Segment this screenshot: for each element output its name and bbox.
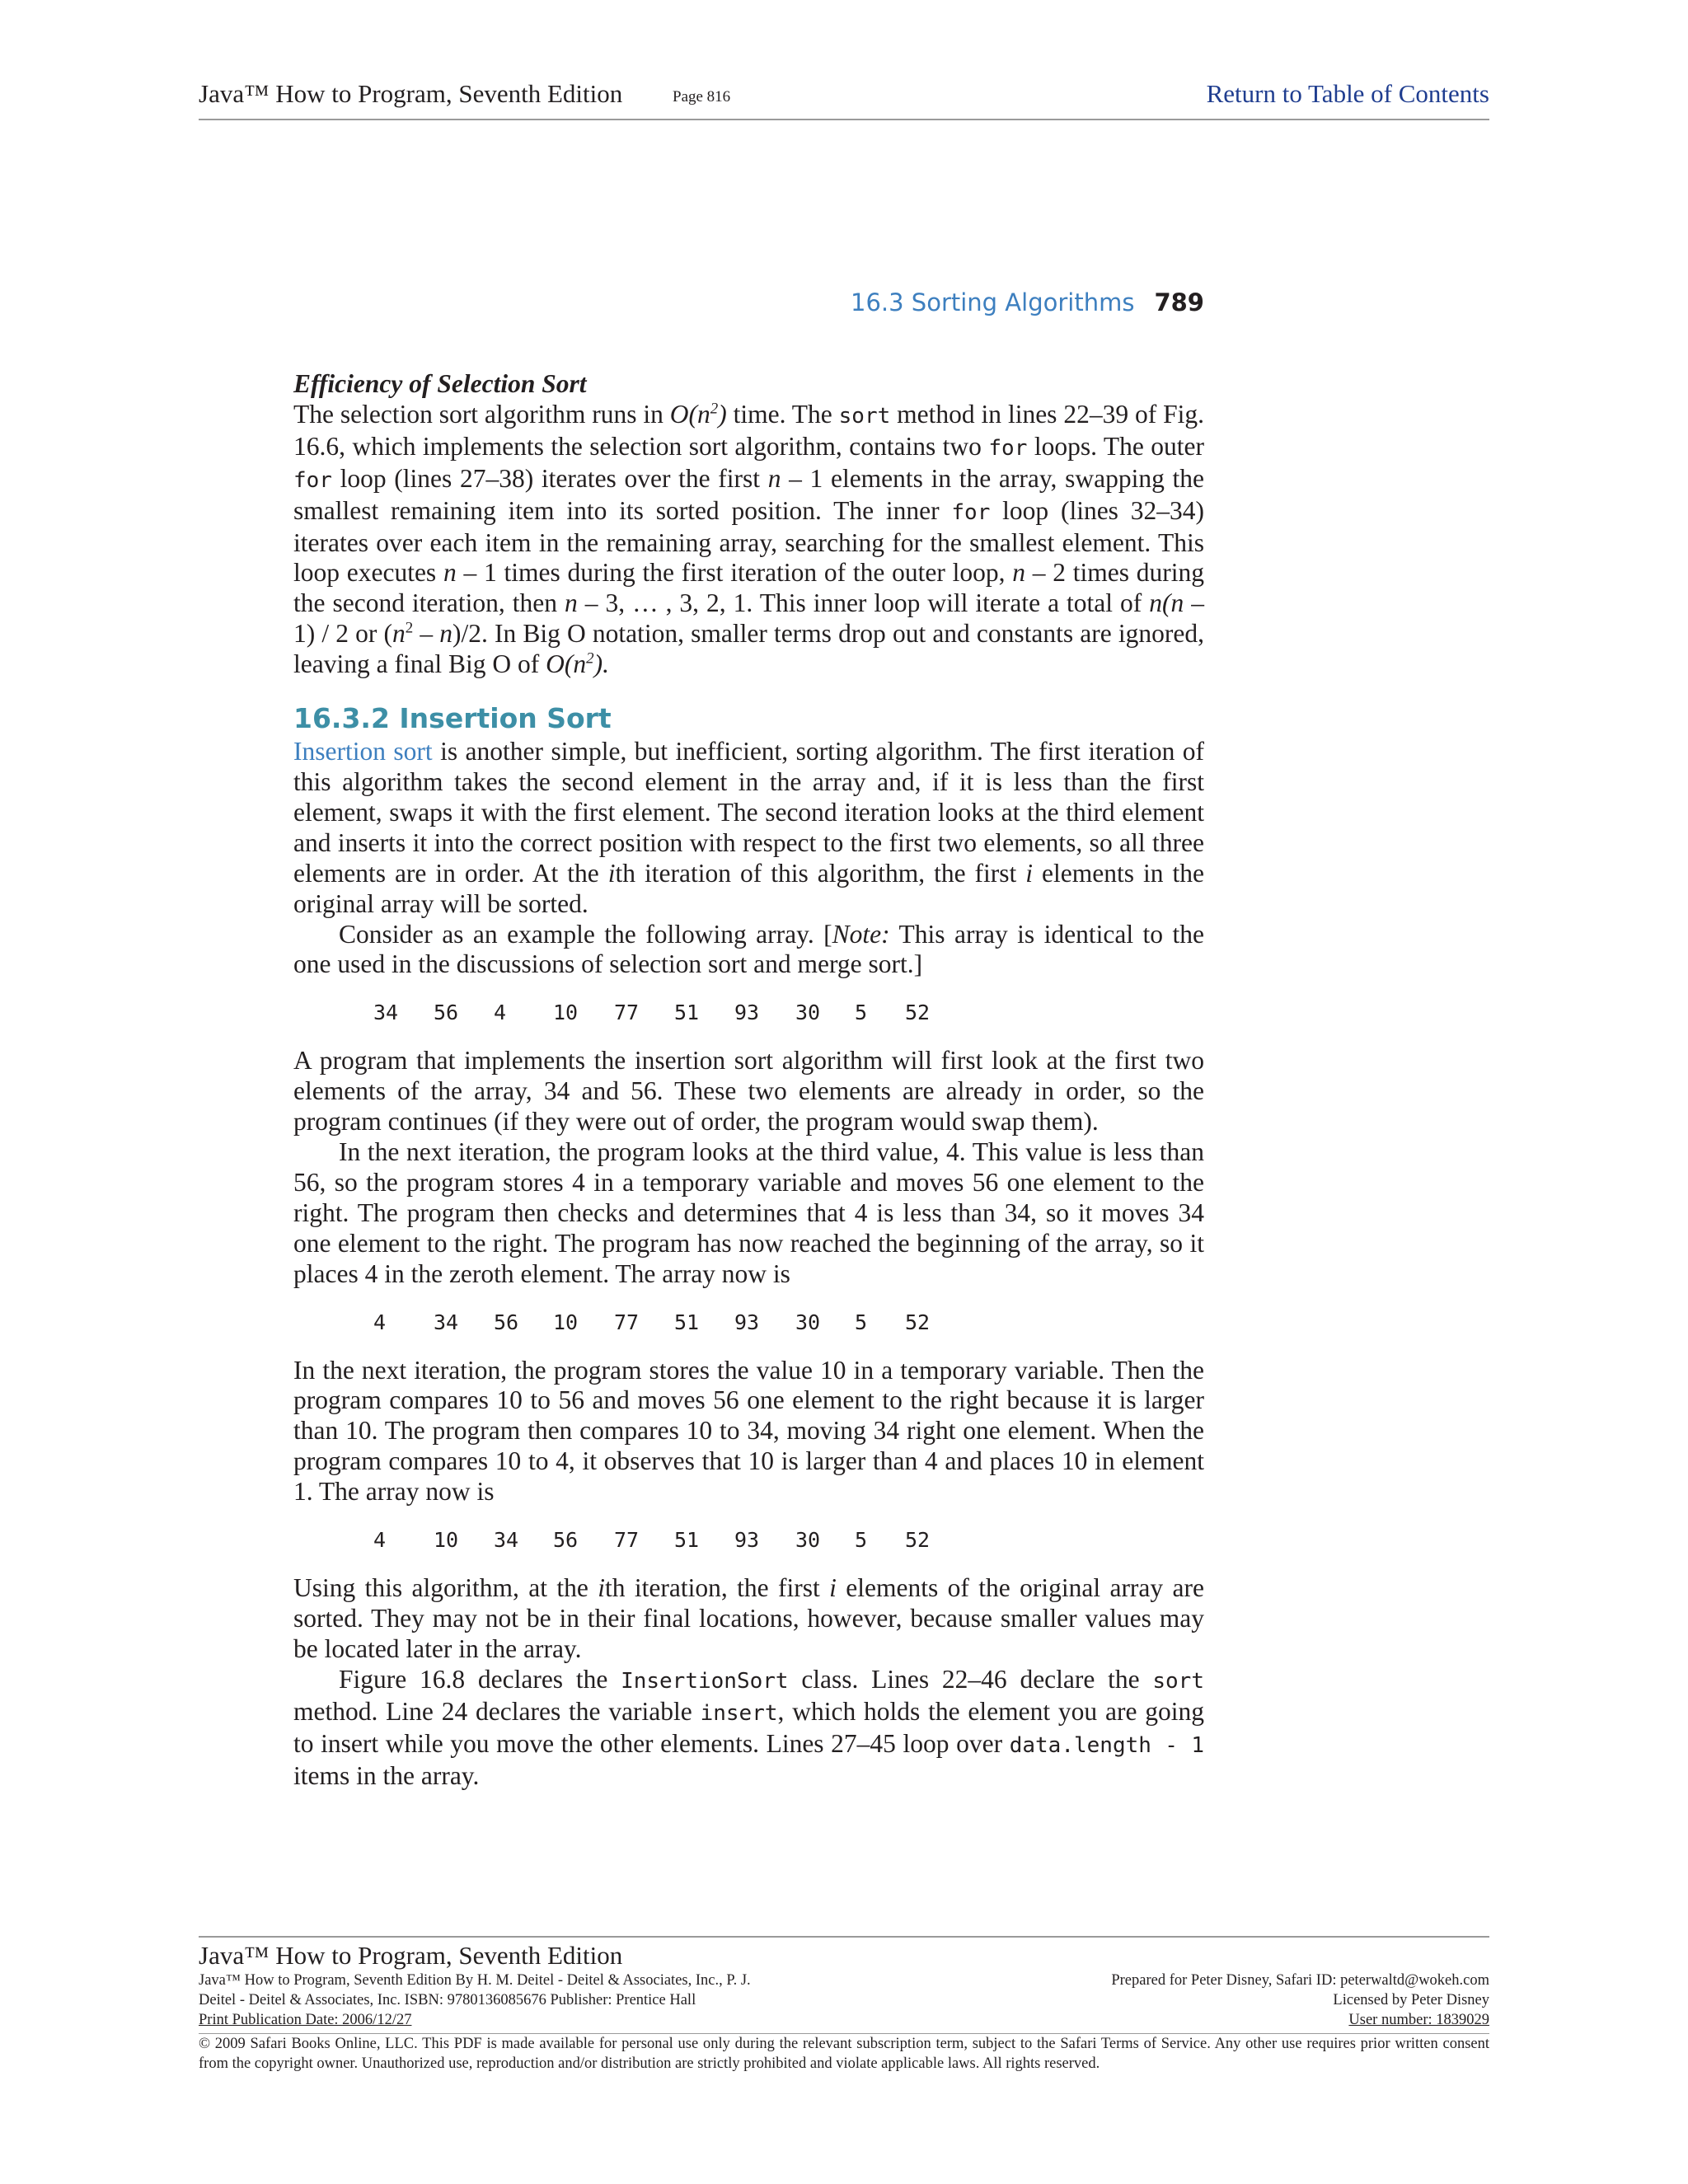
running-head	[832, 288, 1204, 321]
array-element: 77	[614, 1528, 640, 1553]
footer-line: Print Publication Date: 2006/12/27	[199, 2012, 412, 2028]
page-footer	[199, 1936, 1489, 2074]
paragraph-insertion-intro: Insertion sort is another simple, but inefficient, sorting algorithm. The first iteration of this algorithm takes the second element in the array and, if it is less than the first element, swaps it with the first element. The second iteration looks at the third element and inserts it into the correct position with respect to the first two elements, so all three elements are in order. At the ith iteration of this algorithm, the first i elements in the original array will be sorted.	[293, 737, 1204, 918]
array-element: 30	[795, 1310, 821, 1334]
array-element: 93	[734, 1310, 760, 1334]
array-element: 51	[674, 1528, 700, 1553]
array-element: 56	[434, 1001, 459, 1025]
code-for: for	[293, 467, 332, 493]
footer-book-title: Java™ How to Program, Seventh Edition	[199, 1941, 623, 1970]
array-element: 77	[614, 1001, 640, 1025]
array-element: 5	[855, 1310, 868, 1334]
footer-line: Licensed by Peter Disney	[1333, 1992, 1489, 2008]
footer-license-info	[1111, 1971, 1489, 2030]
page-header	[199, 77, 1489, 120]
footer-publication-info	[199, 1971, 751, 2030]
array-element: 34	[434, 1310, 459, 1334]
array-element: 52	[905, 1528, 931, 1553]
code-class-name: InsertionSort	[621, 1668, 789, 1694]
code-for: for	[951, 499, 991, 525]
array-element: 56	[553, 1528, 579, 1553]
running-section-title: 16.3 Sorting Algorithms	[851, 288, 1135, 316]
array-element: 51	[674, 1001, 700, 1025]
paragraph-iteration-3: In the next iteration, the program stores the value 10 in a temporary variable. Then the program compares 10 to 56 and moves 56 one element to the right because it is larger than 10. The program then compares 10 to 34, moving 34 right one element. When the program compares 10 to 4, it observes that 10 is larger than 4 and places 10 in element 1. The array now is	[293, 1355, 1204, 1507]
footer-details	[199, 1971, 1489, 2030]
array-element: 10	[434, 1528, 459, 1553]
array-element: 93	[734, 1001, 760, 1025]
paragraph-ith-iteration: Using this algorithm, at the ith iteration, the first i elements of the original array are sorted. They may not be in their final locations, however, because smaller values may be located later in the array.	[293, 1573, 1204, 1663]
book-title: Java™ How to Program, Seventh Edition	[199, 79, 623, 108]
page-label: Page 816	[673, 88, 731, 105]
array-element: 10	[553, 1310, 579, 1334]
paragraph-first-look: A program that implements the insertion sort algorithm will first look at the first two elements of the array, 34 and 56. These two elements are already in order, so the program continues (if they were out of order, the program would swap them).	[293, 1046, 1204, 1137]
footer-divider	[199, 1936, 1489, 1938]
page-number: 789	[1154, 288, 1204, 316]
array-after-iteration-3	[293, 1526, 1204, 1555]
array-element: 4	[373, 1528, 387, 1553]
code-sort: sort	[838, 403, 891, 429]
code-data-length: data.length - 1	[1009, 1732, 1204, 1758]
array-initial	[293, 998, 1204, 1028]
array-element: 56	[494, 1310, 519, 1334]
array-element: 10	[553, 1001, 579, 1025]
paragraph-next-iteration: In the next iteration, the program looks at the third value, 4. This value is less than 56, so the program stores 4 in a temporary variable and moves 56 one element to the right. The program then checks and determines that 4 is less than 34, so it moves 34 one element to the right. The program has now reached the beginning of the array, so it places 4 in the zeroth element. The array now is	[293, 1137, 1204, 1288]
array-element: 30	[795, 1528, 821, 1553]
array-element: 93	[734, 1528, 760, 1553]
return-to-toc-link[interactable]: Return to Table of Contents	[1206, 79, 1489, 108]
array-element: 4	[494, 1001, 507, 1025]
copyright-notice: © 2009 Safari Books Online, LLC. This PDF is made available for personal use only during the relevant subscription term, subject to the Safari Terms of Service. Any other use requires prior written consent from the copyright owner. Unauthorized use, reproduction and/or distribution are strictly prohibited and violate applicable laws. All rights reserved.	[199, 2036, 1489, 2072]
array-element: 52	[905, 1001, 931, 1025]
array-element: 4	[373, 1310, 387, 1334]
array-element: 5	[855, 1001, 868, 1025]
code-sort: sort	[1152, 1668, 1204, 1694]
footer-line: Java™ How to Program, Seventh Edition By H. M. Deitel - Deitel & Associates, Inc., P. J.	[199, 1972, 751, 1989]
array-element: 34	[494, 1528, 519, 1553]
array-element: 51	[674, 1310, 700, 1334]
array-after-iteration-2	[293, 1308, 1204, 1338]
code-insert: insert	[700, 1700, 778, 1726]
array-element: 5	[855, 1528, 868, 1553]
footer-line: User number: 1839029	[1348, 2012, 1489, 2028]
section-heading-insertion-sort: 16.3.2 Insertion Sort	[293, 702, 612, 735]
paragraph-example: Consider as an example the following array. [Note: This array is identical to the one used in the discussions of selection sort and merge sort.]	[293, 919, 1204, 979]
page-body	[293, 369, 1204, 1791]
code-for: for	[988, 435, 1028, 461]
array-element: 34	[373, 1001, 399, 1025]
array-element: 52	[905, 1310, 931, 1334]
subheading-efficiency: Efficiency of Selection Sort	[293, 369, 587, 398]
array-element: 30	[795, 1001, 821, 1025]
key-term: Insertion sort	[293, 737, 433, 766]
footer-line: Deitel - Deitel & Associates, Inc. ISBN: 9780136085676 Publisher: Prentice Hall	[199, 1992, 696, 2008]
paragraph-efficiency: The selection sort algorithm runs in $O(n^2)$ time. The sort method in lines 22–39 of Fig. 16.6, which implements the selection sort algorithm, contains two for loops. The outer for loop (lines 27–38) iterates over the first n – 1 elements in the array, swapping the smallest remaining item into its sorted position. The inner for loop (lines 32–34) iterates over each item in the remaining array, searching for the smallest element. This loop executes n – 1 times during the first iteration of the outer loop, n – 2 times during the second iteration, then n – 3, … , 3, 2, 1. This inner loop will iterate a total of n(n – 1) / 2 or $(n^2 - n)/2$. In Big O notation, smaller terms drop out and constants are ignored, leaving a final Big O of $O(n^2)$.	[293, 399, 1205, 679]
array-element: 77	[614, 1310, 640, 1334]
footer-line: Prepared for Peter Disney, Safari ID: peterwaltd@wokeh.com	[1111, 1972, 1489, 1989]
paragraph-figure-description: Figure 16.8 declares the InsertionSort class. Lines 22–46 declare the sort method. Line 24 declares the variable insert, which holds the element you are going to insert while you move the other elements. Lines 27–45 loop over data.length - 1 items in the array.	[293, 1664, 1204, 1790]
